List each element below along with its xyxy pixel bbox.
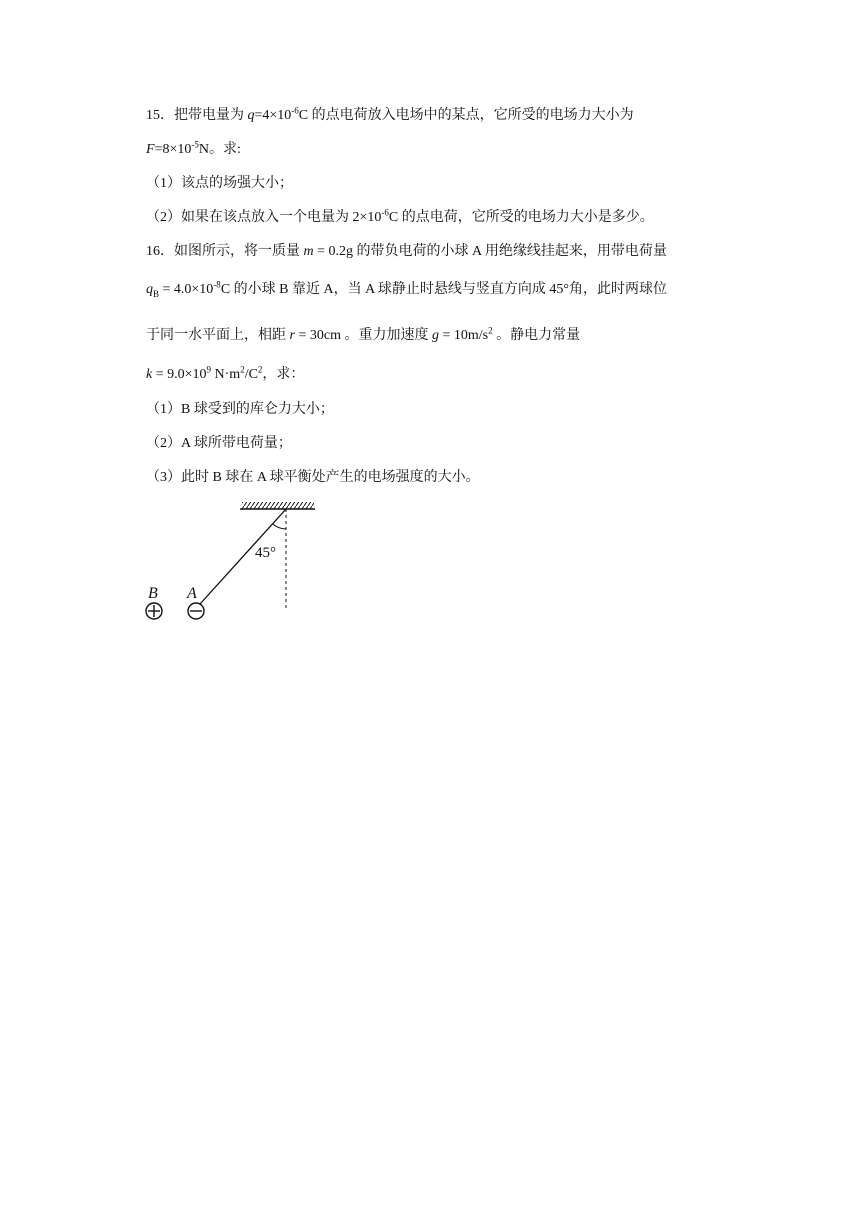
ball-a-negative [188, 603, 204, 619]
ceiling-support [240, 502, 315, 509]
q16-line-3: 于同一水平面上，相距 r = 30cm 。重力加速度 $g = 10m/s^2$ 。静电力常量 [146, 325, 581, 343]
angle-arc [273, 524, 286, 529]
q16-line-2: $q_B = 4.0\times 10^{-8}C$ 的小球 B 靠近 A，当 A 球静止时悬线与竖直方向成 45°角，此时两球位 [146, 279, 668, 299]
q15-number: 15． [146, 108, 174, 123]
q16-part-2: （2）A 球所带电荷量； [146, 436, 292, 451]
q15-line-2: $F=8\times 10^{-5}N$。求: [146, 139, 241, 157]
label-b: B [148, 585, 158, 602]
q16-part-3: （3）此时 B 球在 A 球平衡处产生的电场强度的大小。 [146, 470, 480, 485]
q16-part-1: （1）B 球受到的库仑力大小； [146, 402, 334, 417]
pendulum-figure [140, 500, 330, 630]
q16-line-4: $k = 9.0\times 10^9$ $N\cdot m^2/C^2$，求： [146, 364, 305, 382]
angle-label: 45° [255, 545, 276, 561]
q16-number: 16． [146, 244, 174, 259]
label-a: A [187, 585, 197, 602]
q15-part-2: （2）如果在该点放入一个电量为 $2\times 10^{-6}C$ 的点电荷，它所受的电场力大小是多少。 [146, 207, 654, 225]
q15-part-1: （1）该点的场强大小； [146, 176, 293, 191]
q16-line-1: 16．如图所示，将一质量 m = 0.2g 的带负电荷的小球 A 用绝缘线挂起来，用带电荷量 [146, 244, 667, 259]
q15-line-1: 15．把带电量为 $q=4\times 10^{-6}C$ 的点电荷放入电场中的某点，它所受的电场力大小为 [146, 105, 634, 123]
ball-b-positive [146, 603, 162, 619]
